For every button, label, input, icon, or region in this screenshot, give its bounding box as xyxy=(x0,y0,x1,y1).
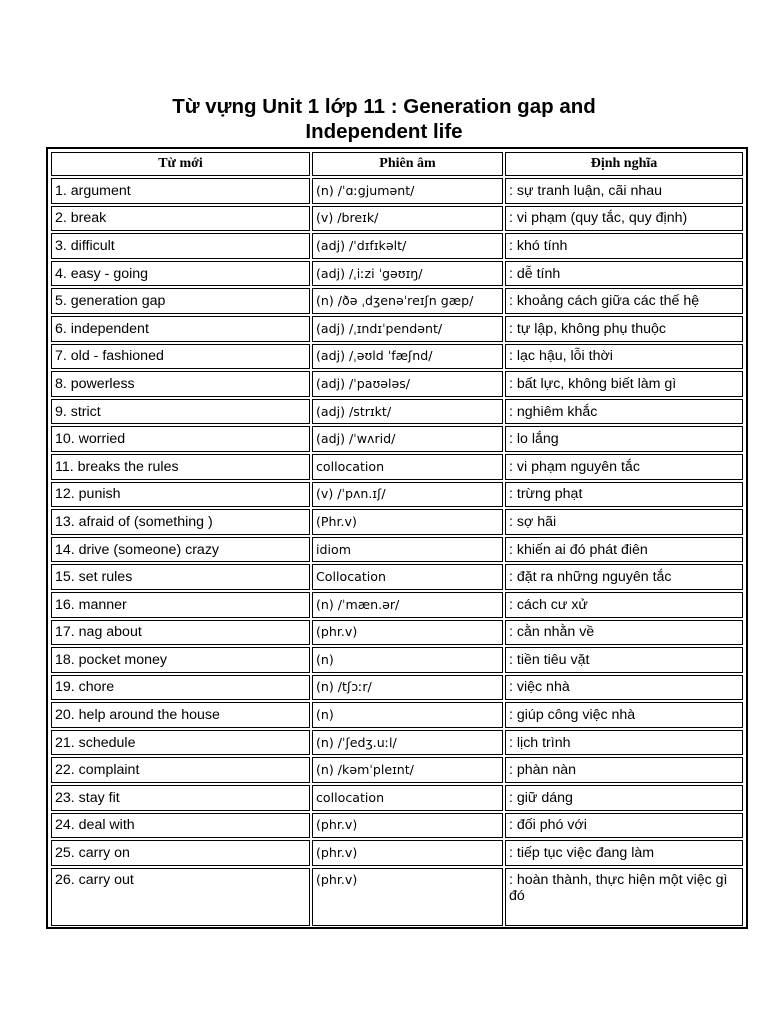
table-row xyxy=(51,316,743,342)
definition-cell: : cách cư xử xyxy=(505,592,743,618)
definition-cell: : dễ tính xyxy=(505,261,743,287)
definition-cell: : giúp công việc nhà xyxy=(505,702,743,728)
definition-cell: : vi phạm (quy tắc, quy định) xyxy=(505,206,743,232)
pronunciation-cell: (adj) /ˌiːzi ˈgəʊɪŋ/ xyxy=(312,261,503,287)
pronunciation-cell: (phr.v) xyxy=(312,840,503,866)
table-row xyxy=(51,426,743,452)
title-line-2: Independent life xyxy=(305,120,463,143)
definition-cell: : đặt ra những nguyên tắc xyxy=(505,564,743,590)
pronunciation-cell: (adj) /ˌɪndɪˈpendənt/ xyxy=(312,316,503,342)
word-cell: 22. complaint xyxy=(51,757,310,783)
pronunciation-cell: (v) /breɪk/ xyxy=(312,206,503,232)
pronunciation-cell: (Phr.v) xyxy=(312,509,503,535)
definition-cell: : tự lập, không phụ thuộc xyxy=(505,316,743,342)
header-definition: Định nghĩa xyxy=(505,152,743,176)
table-row xyxy=(51,344,743,370)
word-cell: 16. manner xyxy=(51,592,310,618)
table-row xyxy=(51,288,743,314)
pronunciation-cell: (n) /tʃɔːr/ xyxy=(312,675,503,701)
pronunciation-cell: Collocation xyxy=(312,564,503,590)
definition-cell: : khiến ai đó phát điên xyxy=(505,537,743,563)
word-cell: 20. help around the house xyxy=(51,702,310,728)
vocabulary-table xyxy=(49,150,745,928)
definition-cell: : bất lực, không biết làm gì xyxy=(505,371,743,397)
table-row xyxy=(51,206,743,232)
word-cell: 25. carry on xyxy=(51,840,310,866)
word-cell: 5. generation gap xyxy=(51,288,310,314)
pronunciation-cell: (n) xyxy=(312,702,503,728)
table-row xyxy=(51,702,743,728)
table-row xyxy=(51,675,743,701)
word-cell: 10. worried xyxy=(51,426,310,452)
definition-cell: : lo lắng xyxy=(505,426,743,452)
word-cell: 21. schedule xyxy=(51,730,310,756)
pronunciation-cell: (n) /kəmˈpleɪnt/ xyxy=(312,757,503,783)
table-row xyxy=(51,509,743,535)
pronunciation-cell: (v) /ˈpʌn.ɪʃ/ xyxy=(312,482,503,508)
word-cell: 3. difficult xyxy=(51,233,310,259)
definition-cell: : lạc hậu, lỗi thời xyxy=(505,344,743,370)
word-cell: 11. breaks the rules xyxy=(51,454,310,480)
pronunciation-cell: idiom xyxy=(312,537,503,563)
pronunciation-cell: collocation xyxy=(312,785,503,811)
definition-cell: : trừng phạt xyxy=(505,482,743,508)
table-row xyxy=(51,537,743,563)
word-cell: 23. stay fit xyxy=(51,785,310,811)
pronunciation-cell: (adj) /ˌəʊld ˈfæʃnd/ xyxy=(312,344,503,370)
table-row xyxy=(51,813,743,839)
pronunciation-cell: (n) /ðə ˌdʒenəˈreɪʃn gæp/ xyxy=(312,288,503,314)
definition-cell: : khoảng cách giữa các thế hệ xyxy=(505,288,743,314)
word-cell: 15. set rules xyxy=(51,564,310,590)
definition-cell: : tiếp tục việc đang làm xyxy=(505,840,743,866)
table-row xyxy=(51,785,743,811)
table-row xyxy=(51,592,743,618)
word-cell: 8. powerless xyxy=(51,371,310,397)
table-row xyxy=(51,647,743,673)
table-header-row xyxy=(51,152,743,176)
table-body xyxy=(51,178,743,926)
definition-cell: : sự tranh luận, cãi nhau xyxy=(505,178,743,204)
word-cell: 14. drive (someone) crazy xyxy=(51,537,310,563)
word-cell: 18. pocket money xyxy=(51,647,310,673)
word-cell: 19. chore xyxy=(51,675,310,701)
word-cell: 7. old - fashioned xyxy=(51,344,310,370)
pronunciation-cell: (adj) /ˈwʌrid/ xyxy=(312,426,503,452)
table-row xyxy=(51,564,743,590)
word-cell: 24. deal with xyxy=(51,813,310,839)
word-cell: 4. easy - going xyxy=(51,261,310,287)
table-row xyxy=(51,454,743,480)
pronunciation-cell: (phr.v) xyxy=(312,868,503,926)
pronunciation-cell: (adj) /ˈpaʊələs/ xyxy=(312,371,503,397)
table-row xyxy=(51,261,743,287)
definition-cell: : phàn nàn xyxy=(505,757,743,783)
table-row xyxy=(51,371,743,397)
definition-cell: : lịch trình xyxy=(505,730,743,756)
definition-cell: : khó tính xyxy=(505,233,743,259)
definition-cell: : nghiêm khắc xyxy=(505,399,743,425)
pronunciation-cell: (n) /ˈmæn.ər/ xyxy=(312,592,503,618)
table-row xyxy=(51,730,743,756)
table-row xyxy=(51,482,743,508)
pronunciation-cell: (adj) /strɪkt/ xyxy=(312,399,503,425)
word-cell: 9. strict xyxy=(51,399,310,425)
definition-cell: : vi phạm nguyên tắc xyxy=(505,454,743,480)
document-title xyxy=(0,94,768,144)
table-row xyxy=(51,840,743,866)
word-cell: 26. carry out xyxy=(51,868,310,926)
pronunciation-cell: collocation xyxy=(312,454,503,480)
title-line-1: Từ vựng Unit 1 lớp 11 : Generation gap and xyxy=(172,95,596,118)
table-row xyxy=(51,399,743,425)
definition-cell: : sợ hãi xyxy=(505,509,743,535)
definition-cell: : tiền tiêu vặt xyxy=(505,647,743,673)
pronunciation-cell: (n) /ˈʃedʒ.uːl/ xyxy=(312,730,503,756)
pronunciation-cell: (phr.v) xyxy=(312,620,503,646)
word-cell: 1. argument xyxy=(51,178,310,204)
pronunciation-cell: (n) xyxy=(312,647,503,673)
word-cell: 12. punish xyxy=(51,482,310,508)
header-word: Từ mới xyxy=(51,152,310,176)
definition-cell: : giữ dáng xyxy=(505,785,743,811)
definition-cell: : hoàn thành, thực hiện một việc gì đó xyxy=(505,868,743,926)
table-row xyxy=(51,233,743,259)
word-cell: 17. nag about xyxy=(51,620,310,646)
pronunciation-cell: (adj) /ˈdɪfɪkəlt/ xyxy=(312,233,503,259)
pronunciation-cell: (phr.v) xyxy=(312,813,503,839)
vocabulary-table-frame xyxy=(46,147,748,929)
definition-cell: : cằn nhằn về xyxy=(505,620,743,646)
definition-cell: : việc nhà xyxy=(505,675,743,701)
word-cell: 13. afraid of (something ) xyxy=(51,509,310,535)
word-cell: 6. independent xyxy=(51,316,310,342)
header-pronunciation: Phiên âm xyxy=(312,152,503,176)
word-cell: 2. break xyxy=(51,206,310,232)
table-row xyxy=(51,178,743,204)
pronunciation-cell: (n) /ˈɑːgjumənt/ xyxy=(312,178,503,204)
definition-cell: : đối phó với xyxy=(505,813,743,839)
table-row xyxy=(51,620,743,646)
table-row xyxy=(51,868,743,926)
table-row xyxy=(51,757,743,783)
